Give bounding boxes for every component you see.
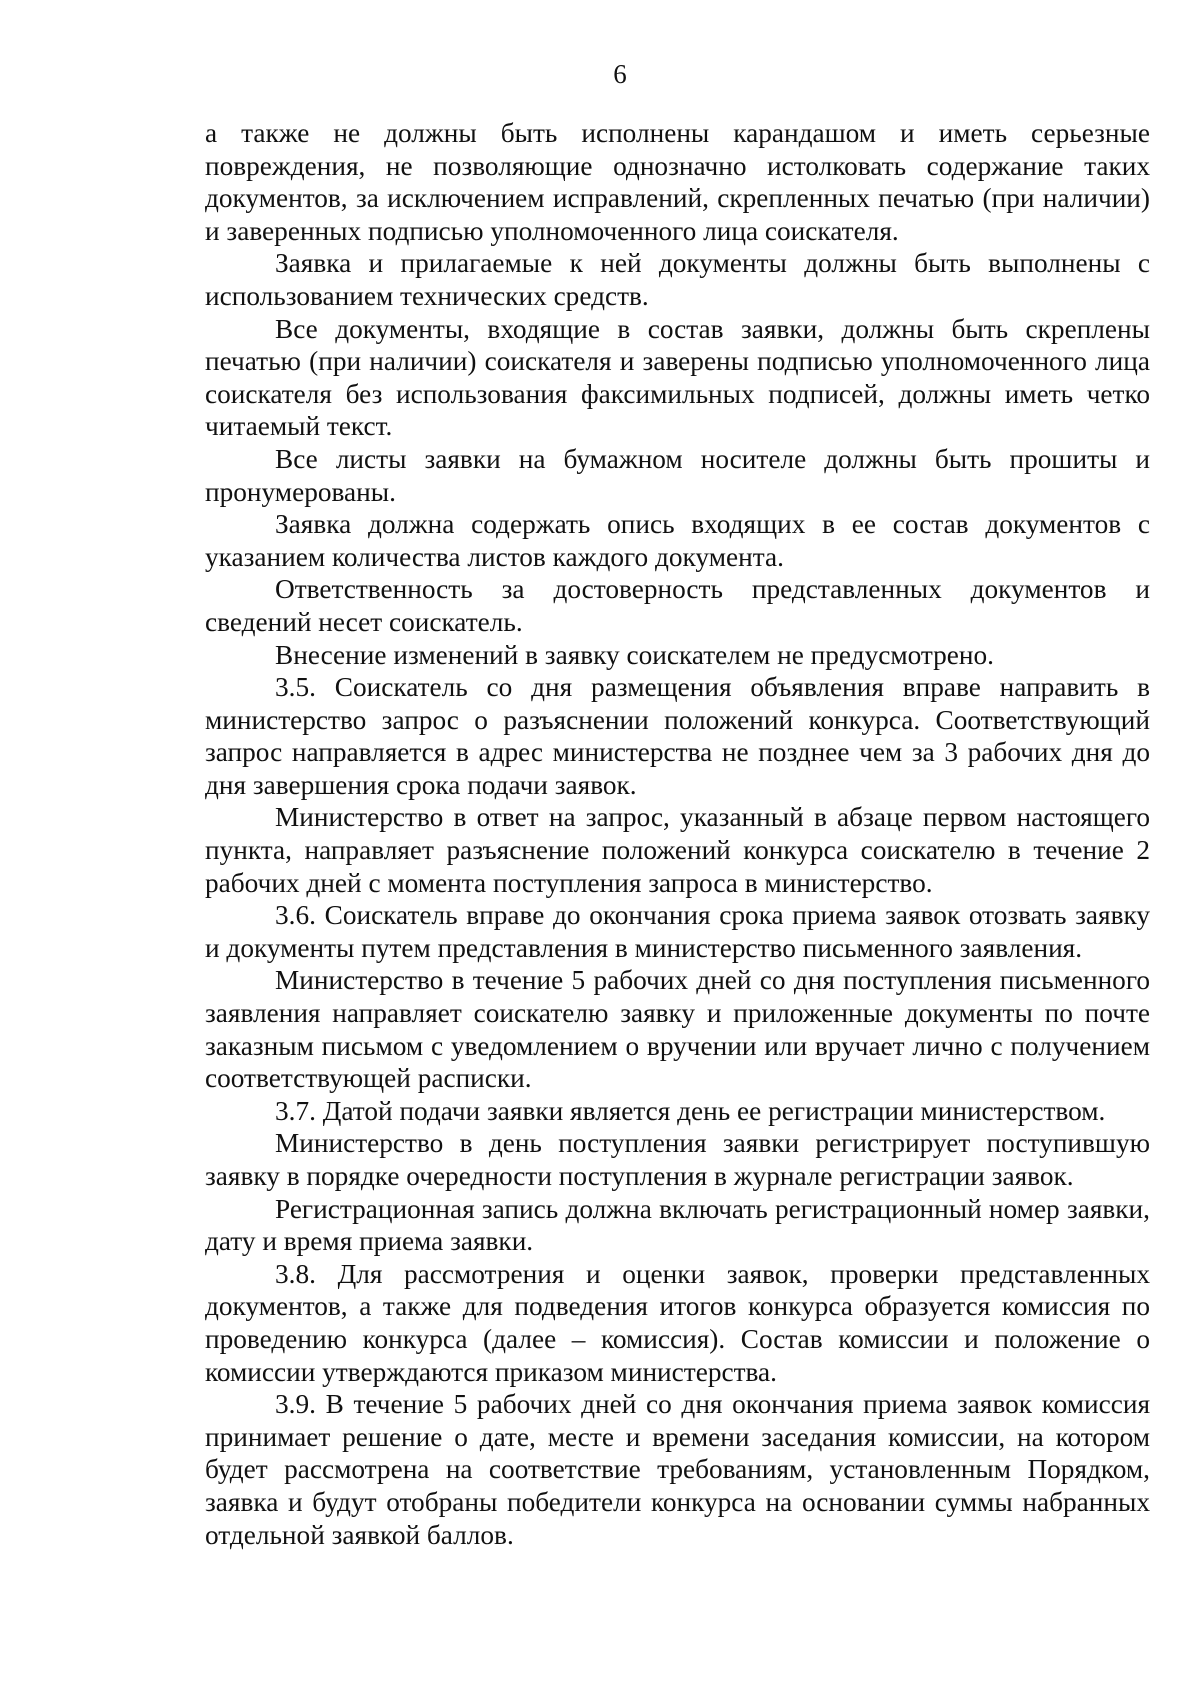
paragraph: Все документы, входящие в состав заявки, должны быть скреплены печатью (при наличии) соискателя и заверены подписью уполномоченного лица соискателя без использования факсимильных подписей, должны иметь четко читаемый текст. [205,313,1150,442]
paragraph: Ответственность за достоверность представленных документов и сведений несет соискатель. [205,574,1150,637]
paragraph-3-6: 3.6. Соискатель вправе до окончания срока приема заявок отозвать заявку и документы путем представления в министерство письменного заявления. [205,900,1150,963]
paragraph: Заявка и прилагаемые к ней документы должны быть выполнены с использованием технических средств. [205,248,1150,311]
paragraph-3-5: 3.5. Соискатель со дня размещения объявления вправе направить в министерство запрос о разъяснении положений конкурса. Соответствующий запрос направляется в адрес министерства не позднее чем за 3 рабочих дня до дня завершения срока подачи заявок. [205,672,1150,800]
paragraph: Регистрационная запись должна включать регистрационный номер заявки, дату и время приема заявки. [205,1193,1150,1257]
page-number: 6 [613,59,627,89]
paragraph-3-7: 3.7. Датой подачи заявки является день ее регистрации министерством. [275,1095,1106,1126]
paragraph-continuation: а также не должны быть исполнены карандашом и иметь серьезные повреждения, не позволяющие однозначно истолковать содержание таких документов, за исключением исправлений, скрепленных печатью (при наличии) и заверенных подписью уполномоченного лица соискателя. [205,118,1150,246]
paragraph: Внесение изменений в заявку соискателем не предусмотрено. [275,639,995,670]
paragraph: Министерство в ответ на запрос, указанный в абзаце первом настоящего пункта, направляет разъяснение положений конкурса соискателю в течение 2 рабочих дней с момента поступления запроса в министерство. [205,802,1150,898]
paragraph: Заявка должна содержать опись входящих в ее состав документов с указанием количества листов каждого документа. [205,509,1150,572]
document-body [205,117,1150,1551]
paragraph: Все листы заявки на бумажном носителе должны быть прошиты и пронумерованы. [205,443,1150,507]
paragraph: Министерство в день поступления заявки регистрирует поступившую заявку в порядке очередности поступления в журнале регистрации заявок. [205,1128,1150,1191]
paragraph-3-8: 3.8. Для рассмотрения и оценки заявок, проверки представленных документов, а также для подведения итогов конкурса образуется комиссия по проведению конкурса (далее – комиссия). Состав комиссии и положение о комиссии утверждаются приказом министерства. [205,1258,1150,1387]
paragraph-3-9: 3.9. В течение 5 рабочих дней со дня окончания приема заявок комиссия принимает решение о дате, месте и времени заседания комиссии, на котором будет рассмотрена на соответствие требованиям, установленным Порядком, заявка и будут отобраны победители конкурса на основании суммы набранных отдельной заявкой баллов. [205,1389,1150,1550]
paragraph: Министерство в течение 5 рабочих дней со дня поступления письменного заявления направляет соискателю заявку и приложенные документы по почте заказным письмом с уведомлением о вручении или вручает лично с получением соответствующей расписки. [205,965,1150,1094]
